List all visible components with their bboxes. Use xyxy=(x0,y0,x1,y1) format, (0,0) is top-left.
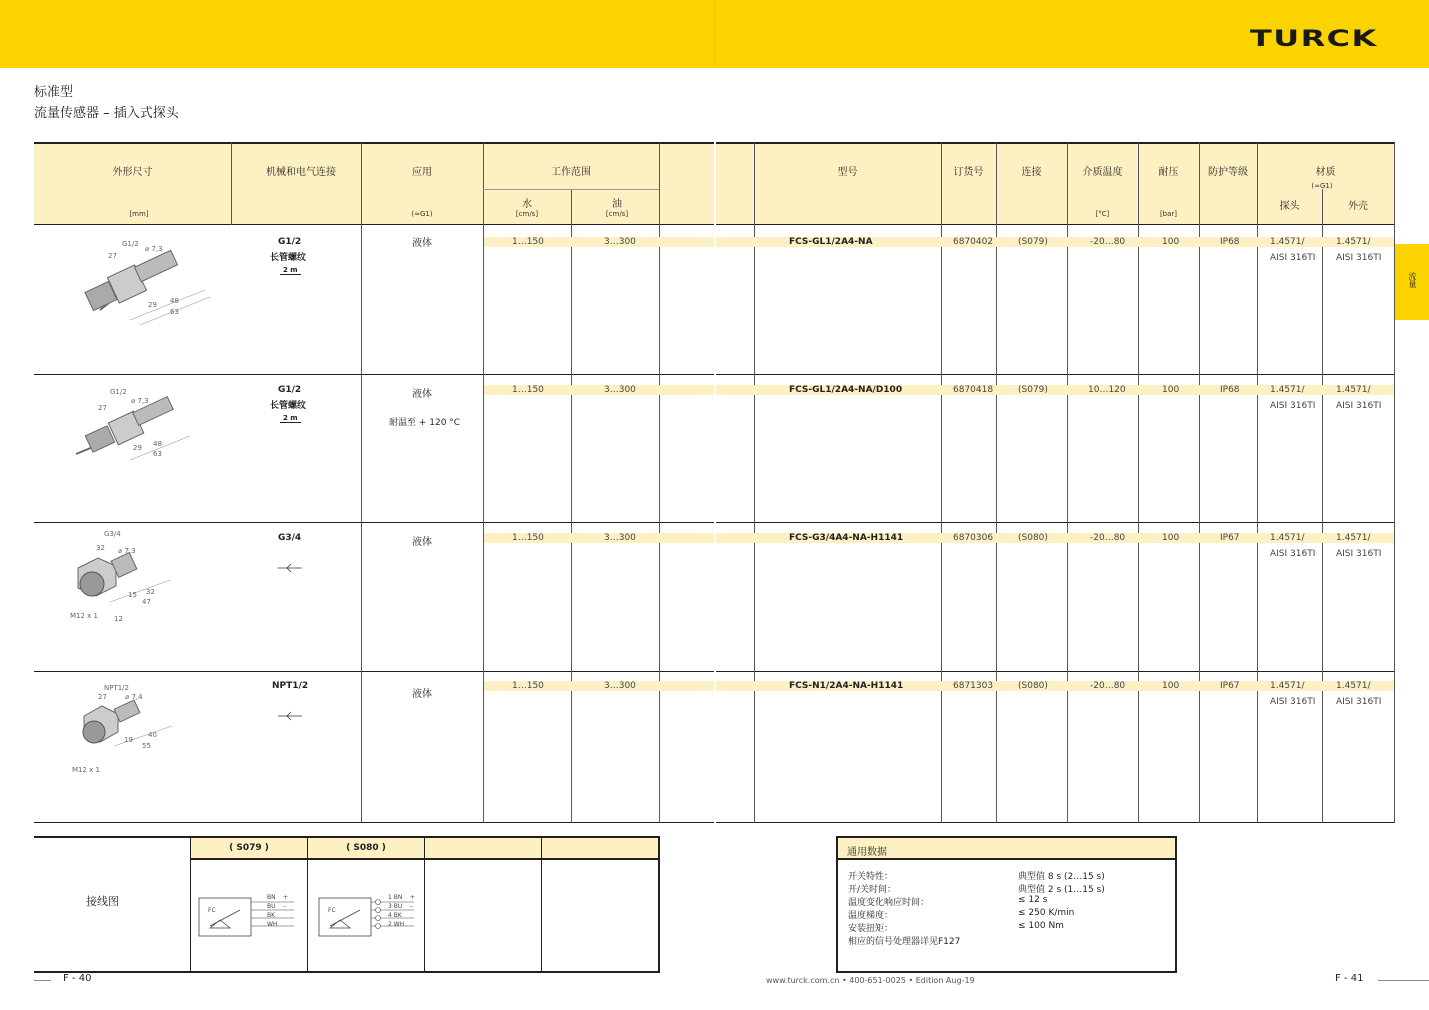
header-order: 订货号 xyxy=(953,167,984,178)
header-pressure: 耐压 xyxy=(1158,167,1179,178)
header-press-unit: [bar] xyxy=(1159,210,1178,218)
order-number: 6870402 xyxy=(953,237,994,247)
header-connection: 连接 xyxy=(1021,167,1042,178)
wiring-diagram-table: 接线图 ( S079 ) ( S080 ) FC BN BU BK WH + – FC 1 BN 3 BU 4 BK 2 WH + – xyxy=(34,836,660,973)
side-tab[interactable] xyxy=(1395,244,1429,320)
order-number: 6871303 xyxy=(953,681,994,691)
page-subtitle: 流量传感器 – 插入式探头 xyxy=(34,106,179,121)
wiring-label: 接线图 xyxy=(86,895,119,908)
header-app-unit: (≈G1) xyxy=(411,210,433,218)
model-number[interactable]: FCS-G3/4A4-NA-H1141 xyxy=(789,533,904,543)
model-number[interactable]: FCS-GL1/2A4-NA xyxy=(789,237,873,247)
header-oil: 油 xyxy=(612,199,622,210)
connector-symbol-icon xyxy=(278,711,302,721)
turck-logo: TURCK xyxy=(1250,27,1378,52)
sensor-drawing xyxy=(70,692,190,762)
header-mechanical: 机械和电气连接 xyxy=(266,167,336,178)
general-data-box: 通用数据 开关特性： 典型值 8 s (2…15 s) 开/关时间： 典型值 2 s (1…15 s) 温度变化响应时间： ≤ 12 s 温度梯度： ≤ 250 K/min 安装扭矩： ≤ 100 Nm 相应的信号处理器详见F127 xyxy=(836,836,1177,973)
header-temp-unit: [°C] xyxy=(1095,210,1110,218)
order-number: 6870418 xyxy=(953,385,994,395)
wiring-diagram-s080 xyxy=(318,892,418,940)
header-housing: 外壳 xyxy=(1348,201,1368,212)
cable-length: 2 m xyxy=(280,414,301,423)
page-number-left: F - 40 xyxy=(63,973,92,984)
sensor-drawing xyxy=(60,240,220,330)
header-water: 水 xyxy=(522,199,532,210)
header-material-sub: (≈G1) xyxy=(1311,182,1333,190)
header-dim-unit: [mm] xyxy=(129,210,149,218)
side-tab-label: 流量 xyxy=(1408,272,1417,288)
header-range: 工作范围 xyxy=(551,167,591,178)
wiring-col-s080: ( S080 ) xyxy=(346,843,386,853)
footer-contact[interactable]: www.turck.com.cn • 400-651-0025 • Edition Aug-19 xyxy=(766,976,975,985)
header-application: 应用 xyxy=(412,167,432,178)
cable-length: 2 m xyxy=(280,266,301,275)
header-water-unit: [cm/s] xyxy=(515,210,539,218)
wiring-col-s079: ( S079 ) xyxy=(229,843,269,853)
header-model: 型号 xyxy=(837,167,858,178)
model-number[interactable]: FCS-GL1/2A4-NA/D100 xyxy=(789,385,903,395)
top-banner xyxy=(0,0,1429,68)
header-oil-unit: [cm/s] xyxy=(605,210,629,218)
header-dimensions: 外形尺寸 xyxy=(112,167,153,178)
page-title: 标准型 xyxy=(34,85,74,100)
order-number: 6870306 xyxy=(953,533,994,543)
header-ip: 防护等级 xyxy=(1208,167,1248,178)
page-number-right: F - 41 xyxy=(1335,973,1364,984)
general-data-title: 通用数据 xyxy=(847,847,887,858)
connector-symbol-icon xyxy=(278,563,302,573)
header-material: 材质 xyxy=(1315,167,1336,178)
header-temperature: 介质温度 xyxy=(1082,167,1123,178)
header-probe: 探头 xyxy=(1279,201,1300,212)
model-number[interactable]: FCS-N1/2A4-NA-H1141 xyxy=(789,681,904,691)
